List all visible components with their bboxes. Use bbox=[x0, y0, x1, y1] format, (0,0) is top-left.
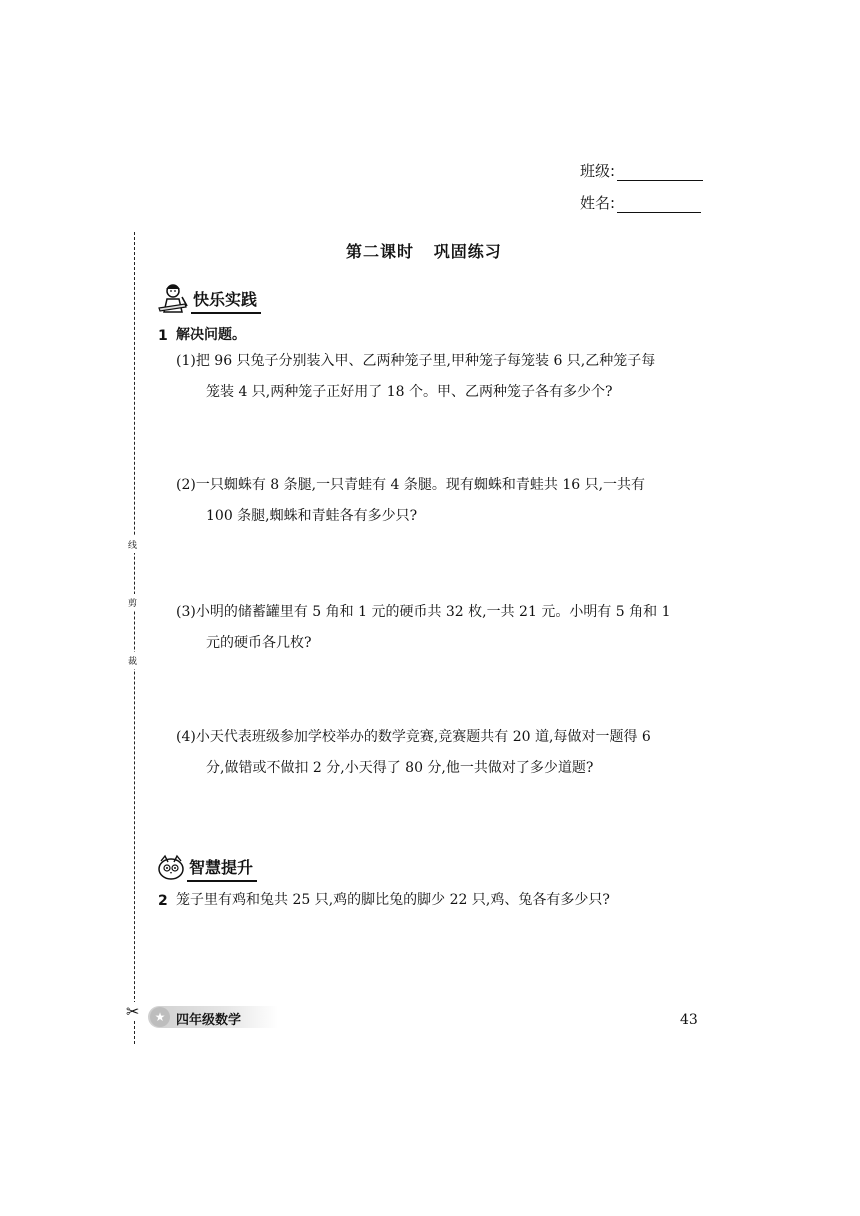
owl-icon bbox=[155, 852, 187, 882]
class-label: 班级: bbox=[580, 162, 616, 180]
question2-number: 2 bbox=[158, 893, 168, 909]
scissors-icon: ✂ bbox=[126, 1002, 140, 1021]
sub1-line2: 笼装 4 只,两种笼子正好用了 18 个。甲、乙两种笼子各有多少个? bbox=[206, 384, 613, 400]
cut-mark-jian: 剪 bbox=[128, 594, 137, 611]
section-wisdom-label: 智慧提升 bbox=[187, 855, 257, 882]
question1-sub3 bbox=[176, 597, 704, 659]
question1-number: 1 bbox=[158, 328, 168, 344]
sub3-line1: (3)小明的储蓄罐里有 5 角和 1 元的硬币共 32 枚,一共 21 元。小明有 5 角和 1 bbox=[176, 604, 671, 620]
question2-text: 笼子里有鸡和兔共 25 只,鸡的脚比兔的脚少 22 只,鸡、兔各有多少只? bbox=[176, 892, 610, 908]
sub2-line1: (2)一只蜘蛛有 8 条腿,一只青蛙有 4 条腿。现有蜘蛛和青蛙共 16 只,一共有 bbox=[176, 477, 646, 493]
section-practice-label: 快乐实践 bbox=[191, 287, 261, 314]
sub1-line1: (1)把 96 只兔子分别装入甲、乙两种笼子里,甲种笼子每笼装 6 只,乙种笼子每 bbox=[176, 353, 656, 369]
page-title: 第二课时 巩固练习 bbox=[346, 242, 502, 261]
name-field bbox=[580, 192, 701, 213]
sub2-line2: 100 条腿,蜘蛛和青蛙各有多少只? bbox=[206, 508, 418, 524]
student-writing-icon bbox=[155, 282, 191, 314]
cut-mark-xian: 线 bbox=[128, 536, 137, 553]
question1-sub1 bbox=[176, 346, 704, 408]
cut-mark-cai: 裁 bbox=[128, 652, 137, 669]
section-practice-header bbox=[155, 282, 261, 314]
question1-prompt: 解决问题。 bbox=[176, 327, 246, 343]
name-blank[interactable] bbox=[617, 196, 701, 213]
sub3-line2: 元的硬币各几枚? bbox=[206, 635, 312, 651]
class-field bbox=[580, 160, 703, 181]
question1-sub2 bbox=[176, 470, 704, 532]
class-blank[interactable] bbox=[617, 164, 703, 181]
footer-book-label: 四年级数学 bbox=[176, 1013, 242, 1028]
sub4-line1: (4)小天代表班级参加学校举办的数学竞赛,竞赛题共有 20 道,每做对一题得 6 bbox=[176, 729, 651, 745]
question1-sub4 bbox=[176, 722, 704, 784]
star-icon: ★ bbox=[150, 1007, 170, 1027]
page-number: 43 bbox=[680, 1012, 698, 1028]
cut-line bbox=[134, 232, 135, 1044]
name-label: 姓名: bbox=[580, 194, 616, 212]
sub4-line2: 分,做错或不做扣 2 分,小天得了 80 分,他一共做对了多少道题? bbox=[206, 760, 594, 776]
section-wisdom-header bbox=[155, 852, 257, 882]
